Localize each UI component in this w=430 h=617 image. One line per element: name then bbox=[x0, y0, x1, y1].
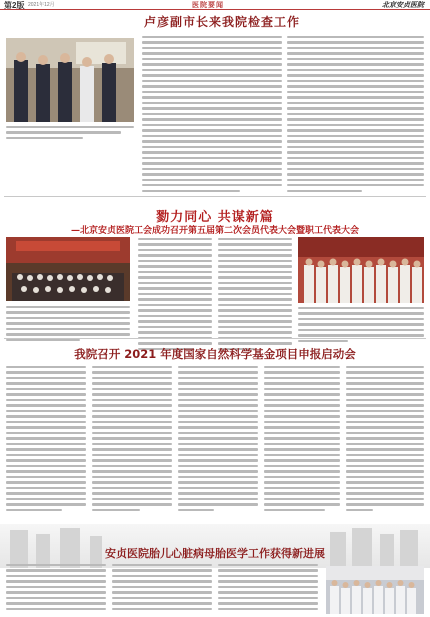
page-number: 第2版 bbox=[4, 1, 25, 10]
masthead: 北京安贞医院 bbox=[382, 0, 424, 9]
article-1-body-col1 bbox=[142, 36, 282, 192]
article-3-body-col4 bbox=[264, 366, 340, 511]
article-1-photo bbox=[6, 38, 134, 122]
article-2-body-col3 bbox=[218, 238, 292, 350]
article-4-headline: 安贞医院胎儿心脏病母胎医学工作获得新进展 bbox=[105, 547, 325, 560]
divider bbox=[4, 196, 426, 197]
article-3-body-col2 bbox=[92, 366, 172, 511]
article-4-body-col3 bbox=[218, 564, 318, 610]
article-2-photo bbox=[6, 237, 130, 301]
article-1-body-col2 bbox=[287, 36, 424, 192]
article-2-body-col1 bbox=[6, 306, 130, 341]
article-3-body-col1 bbox=[6, 366, 86, 511]
article-3-headline: 我院召开 2021 年度国家自然科学基金项目申报启动会 bbox=[74, 347, 356, 361]
article-2-photo-group bbox=[298, 237, 424, 303]
article-3-body-col5 bbox=[346, 366, 424, 511]
page-date: 2021年12月 bbox=[28, 2, 55, 8]
section-title: 医院要闻 bbox=[192, 2, 224, 9]
article-2-headline: 勠力同心 共谋新篇 bbox=[156, 210, 274, 225]
article-4-body-col1 bbox=[6, 564, 106, 610]
article-2-body-col2 bbox=[138, 238, 212, 350]
article-3-body-col3 bbox=[178, 366, 258, 511]
article-4-photo bbox=[326, 566, 424, 614]
article-2-subhead: —北京安贞医院工会成功召开第五届第二次会员代表大会暨职工代表大会 bbox=[70, 226, 359, 236]
article-4-body-col2 bbox=[112, 564, 212, 610]
divider bbox=[4, 338, 426, 339]
article-2-body-col4 bbox=[298, 307, 424, 342]
article-1-headline: 卢彦副市长来我院检查工作 bbox=[144, 15, 301, 29]
article-1-photo-caption bbox=[6, 126, 134, 139]
